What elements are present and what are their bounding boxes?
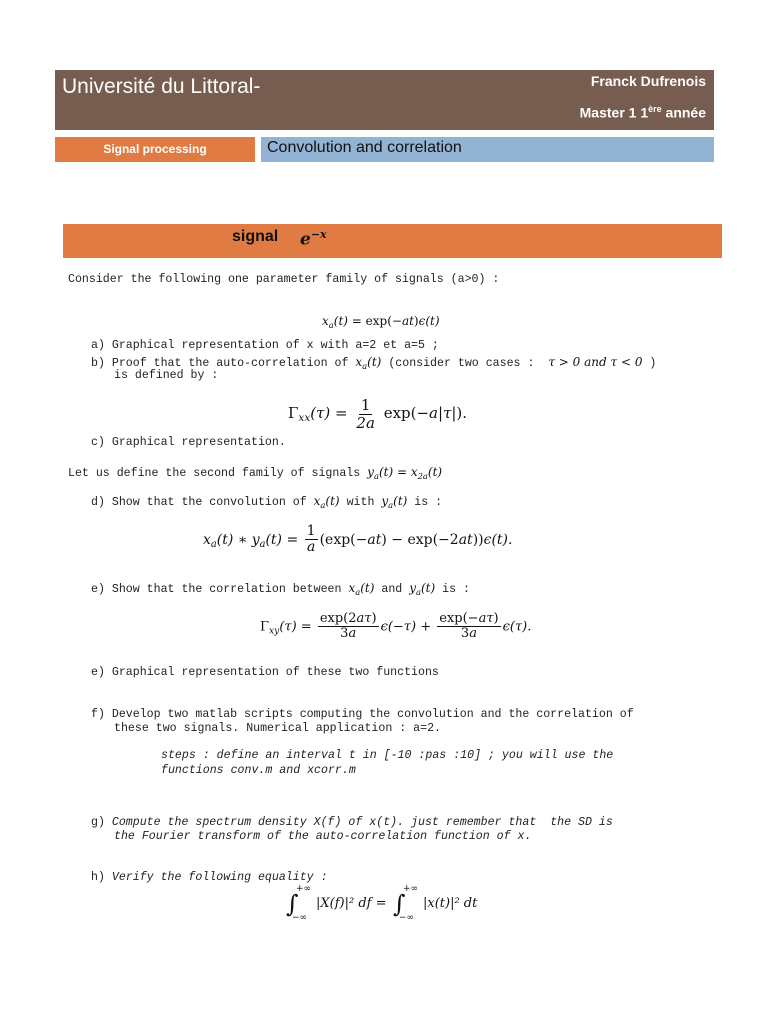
topic-title: Convolution and correlation <box>261 137 714 162</box>
author-name: Franck Dufrenois <box>590 73 706 89</box>
svg-text:−∞: −∞ <box>399 913 415 922</box>
section-bar <box>63 224 722 258</box>
intro-text: Consider the following one parameter family of signals (a>0) : <box>68 273 500 286</box>
equation-5 <box>284 882 504 922</box>
item-e1: e) Show that the correlation between $x_a(t)$ and $y_a(t)$ is : <box>91 581 470 597</box>
svg-text:−∞: −∞ <box>292 913 308 922</box>
steps-line1: steps : define an interval t in [-10 :pas :10] ; you will use the <box>161 749 614 762</box>
section-exponent: $e^{-x}$ <box>300 228 327 250</box>
svg-text:|x(t)|² dt: |x(t)|² dt <box>423 896 478 911</box>
item-a: a) Graphical representation of x with a=2 et a=5 ; <box>91 339 439 352</box>
equation-3: $x_a(t)$ ∗ $y_a(t)$ = $\frac{1}{a}$ (exp(−at) − exp(−2at))ϵ(t). <box>203 523 513 556</box>
svg-text:+∞: +∞ <box>296 884 312 894</box>
item-g-line1: g) Compute the spectrum density X(f) of x(t). just remember that the SD is <box>91 816 613 829</box>
svg-text:|X(f)|² df =: |X(f)|² df = <box>316 896 387 911</box>
university-name: Université du Littoral- <box>62 75 261 98</box>
svg-text:∫: ∫ <box>286 890 299 918</box>
course-tag: Signal processing <box>55 137 255 162</box>
item-f-line2: these two signals. Numerical application : a=2. <box>114 722 441 735</box>
item-g-line2: the Fourier transform of the auto-correlation function of x. <box>114 830 532 843</box>
item-c: c) Graphical representation. <box>91 436 286 449</box>
item-b-line1: b) Proof that the auto-correlation of $x_a(t)$ (consider two cases : τ > 0 and τ < 0 ) <box>91 355 657 371</box>
item-b-line2: is defined by : <box>114 369 219 382</box>
item-h: h) Verify the following equality : <box>91 871 328 884</box>
svg-text:+∞: +∞ <box>403 884 419 894</box>
svg-text:∫: ∫ <box>393 890 406 918</box>
section-title: signal <box>232 228 279 245</box>
equation-4: $\Gamma_{xy}(\tau)$ = $\frac{\exp(2a\tau)}{3a}$ ϵ(−τ) + $\frac{\exp(-a\tau)}{3a}$ ϵ(τ). <box>260 611 532 642</box>
item-d: d) Show that the convolution of $x_a(t)$ with $y_a(t)$ is : <box>91 494 443 510</box>
item-e2: e) Graphical representation of these two functions <box>91 666 439 679</box>
item-f-line1: f) Develop two matlab scripts computing the convolution and the correlation of <box>91 708 634 721</box>
steps-line2: functions conv.m and xcorr.m <box>161 764 356 777</box>
equation-2: $\Gamma_{xx}(\tau)$ = $\frac{1}{2a}$ exp(−a|τ|). <box>288 396 468 432</box>
equation-1: $x_a(t) = \exp(-at)\epsilon(t)$ <box>322 314 440 330</box>
second-family-text: Let us define the second family of signals $y_a(t) = x_{2a}(t)$ <box>68 465 443 481</box>
course-level: Master 1 1ère année <box>579 104 706 121</box>
